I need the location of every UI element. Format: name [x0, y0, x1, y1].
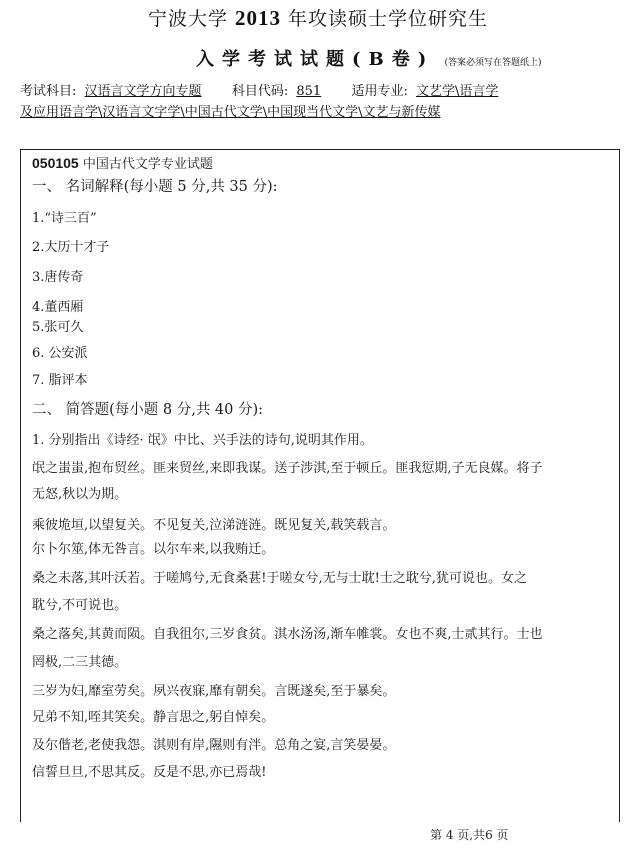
section-2-title: 二、 简答题(每小题 8 分,共 40 分): — [32, 402, 264, 418]
major-value-2: 及应用语言学\汉语言文字学\中国古代文学\中国现当代文学\文艺与新传媒 — [20, 105, 441, 120]
poem-line: 乘彼垝垣,以望复关。不见复关,泣涕涟涟。既见复关,载笑载言。 — [32, 518, 396, 533]
poem-line: 尔卜尔筮,体无咎言。以尔车来,以我贿迁。 — [32, 542, 275, 557]
code-value: 851 — [296, 84, 322, 99]
subject-header — [32, 153, 213, 172]
term-item: 4.董西厢 — [32, 300, 84, 315]
title-rest: 年攻读硕士学位研究生 — [288, 8, 489, 30]
poem-line: 信誓旦旦,不思其反。反是不思,亦已焉哉! — [32, 765, 267, 780]
poem-line: 桑之未落,其叶沃若。于嗟鸠兮,无食桑葚!于嗟女兮,无与士耽!士之耽兮,犹可说也。女之 — [32, 571, 527, 586]
poem-line: 三岁为妇,靡室劳矣。夙兴夜寐,靡有朝矣。言既遂矣,至于暴矣。 — [32, 684, 396, 699]
poem-line: 氓之蚩蚩,抱布贸丝。匪来贸丝,来即我谋。送子涉淇,至于顿丘。匪我愆期,子无良媒。将子 — [32, 461, 543, 476]
section-1-title: 一、 名词解释(每小题 5 分,共 35 分): — [32, 179, 278, 195]
major-label: 适用专业: — [351, 84, 408, 99]
term-item: 3.唐传奇 — [32, 270, 84, 285]
subject-value: 汉语言文学方向专题 — [84, 84, 202, 99]
subject-name: 中国古代文学专业试题 — [82, 157, 213, 172]
poem-line: 桑之落矣,其黄而陨。自我徂尔,三岁食贫。淇水汤汤,渐车帷裳。女也不爽,士贰其行。士也 — [32, 627, 543, 642]
question-1-prompt: 1. 分别指出《诗经· 氓》中比、兴手法的诗句,说明其作用。 — [32, 433, 373, 448]
major-value-1: 文艺学\语言学 — [416, 84, 499, 99]
subject-label: 考试科目: — [20, 84, 77, 99]
poem-line: 无怒,秋以为期。 — [32, 487, 128, 502]
title-year: 2013 — [235, 6, 281, 30]
term-item: 1.“诗三百” — [32, 211, 97, 226]
term-item: 7. 脂评本 — [32, 373, 88, 388]
poem-line: 罔极,二三其德。 — [32, 655, 128, 670]
exam-meta-line-2 — [20, 101, 620, 120]
term-item: 6. 公安派 — [32, 346, 88, 361]
exam-meta-line-1 — [20, 80, 620, 99]
document-title — [0, 4, 636, 31]
exam-title: 入学考试试题(B卷) — [196, 49, 435, 70]
term-item: 5.张可久 — [32, 320, 84, 335]
poem-line: 兄弟不知,咥其笑矣。静言思之,躬自悼矣。 — [32, 710, 275, 725]
page-number: 第 4 页,共6 页 — [430, 828, 509, 842]
code-label: 科目代码: — [231, 84, 289, 99]
poem-line: 及尔偕老,老使我怨。淇则有岸,隰则有泮。总角之宴,言笑晏晏。 — [32, 738, 396, 753]
poem-line: 耽兮,不可说也。 — [32, 598, 128, 613]
subject-code: 050105 — [32, 155, 79, 171]
title-university: 宁波大学 — [147, 8, 228, 30]
exam-note: (答案必须写在答题纸上) — [444, 58, 542, 68]
term-item: 2.大历十才子 — [32, 240, 110, 255]
exam-subtitle — [196, 45, 542, 71]
